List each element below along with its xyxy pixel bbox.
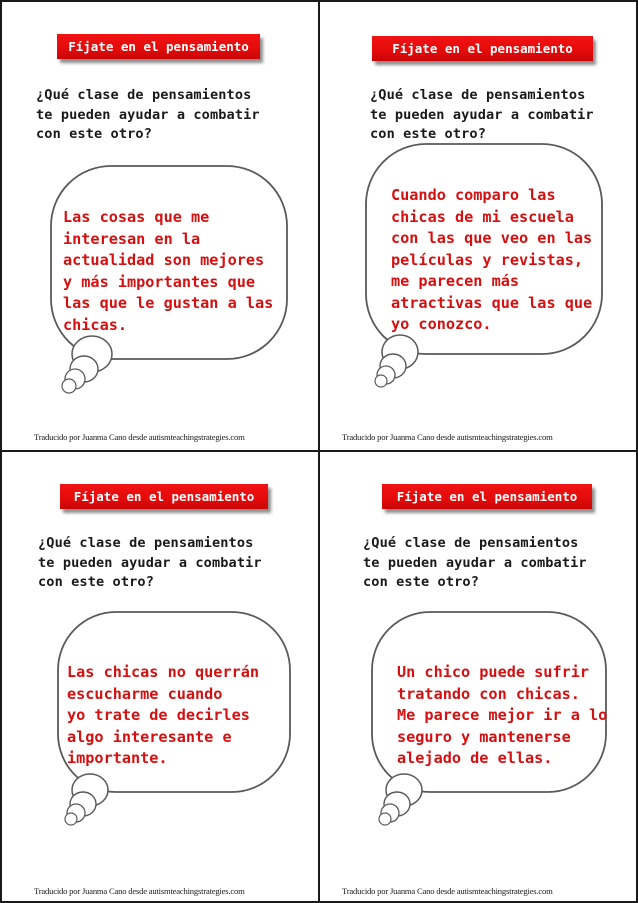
- thought-text: Las chicas no querrán escucharme cuando yo trate de decirles algo interesante e importante.: [67, 663, 260, 767]
- card-banner: Fíjate en el pensamiento: [60, 484, 268, 509]
- card-banner: Fíjate en el pensamiento: [57, 34, 260, 59]
- thought-text: Un chico puede sufrir tratando con chicas. Me parece mejor ir a lo seguro y mantenerse alejado de ellas.: [397, 663, 608, 767]
- thought-card: [0, 452, 318, 901]
- translation-credit: Traducido por Juanma Cano desde autismteachingstrategies.com: [342, 432, 553, 442]
- card-question: ¿Qué clase de pensamientos te pueden ayudar a combatir con este otro?: [36, 87, 260, 142]
- card-question: ¿Qué clase de pensamientos te pueden ayudar a combatir con este otro?: [38, 535, 262, 590]
- translation-credit: Traducido por Juanma Cano desde autismteachingstrategies.com: [342, 886, 553, 896]
- thought-text: Las cosas que me interesan en la actualidad son mejores y más importantes que las que le gustan a las chicas.: [63, 208, 274, 334]
- card-question: ¿Qué clase de pensamientos te pueden ayudar a combatir con este otro?: [363, 535, 587, 590]
- card-question: ¿Qué clase de pensamientos te pueden ayudar a combatir con este otro?: [370, 87, 594, 142]
- thought-text: Cuando comparo las chicas de mi escuela con las que veo en las películas y revistas, me parecen más atractivas que las que yo conozco.: [391, 186, 593, 333]
- thought-card: [320, 0, 636, 450]
- thought-card: [320, 452, 636, 901]
- card-banner: Fíjate en el pensamiento: [372, 36, 593, 61]
- translation-credit: Traducido por Juanma Cano desde autismteachingstrategies.com: [34, 886, 245, 896]
- thought-card: [0, 0, 318, 450]
- card-banner: Fíjate en el pensamiento: [382, 484, 592, 509]
- translation-credit: Traducido por Juanma Cano desde autismteachingstrategies.com: [34, 432, 245, 442]
